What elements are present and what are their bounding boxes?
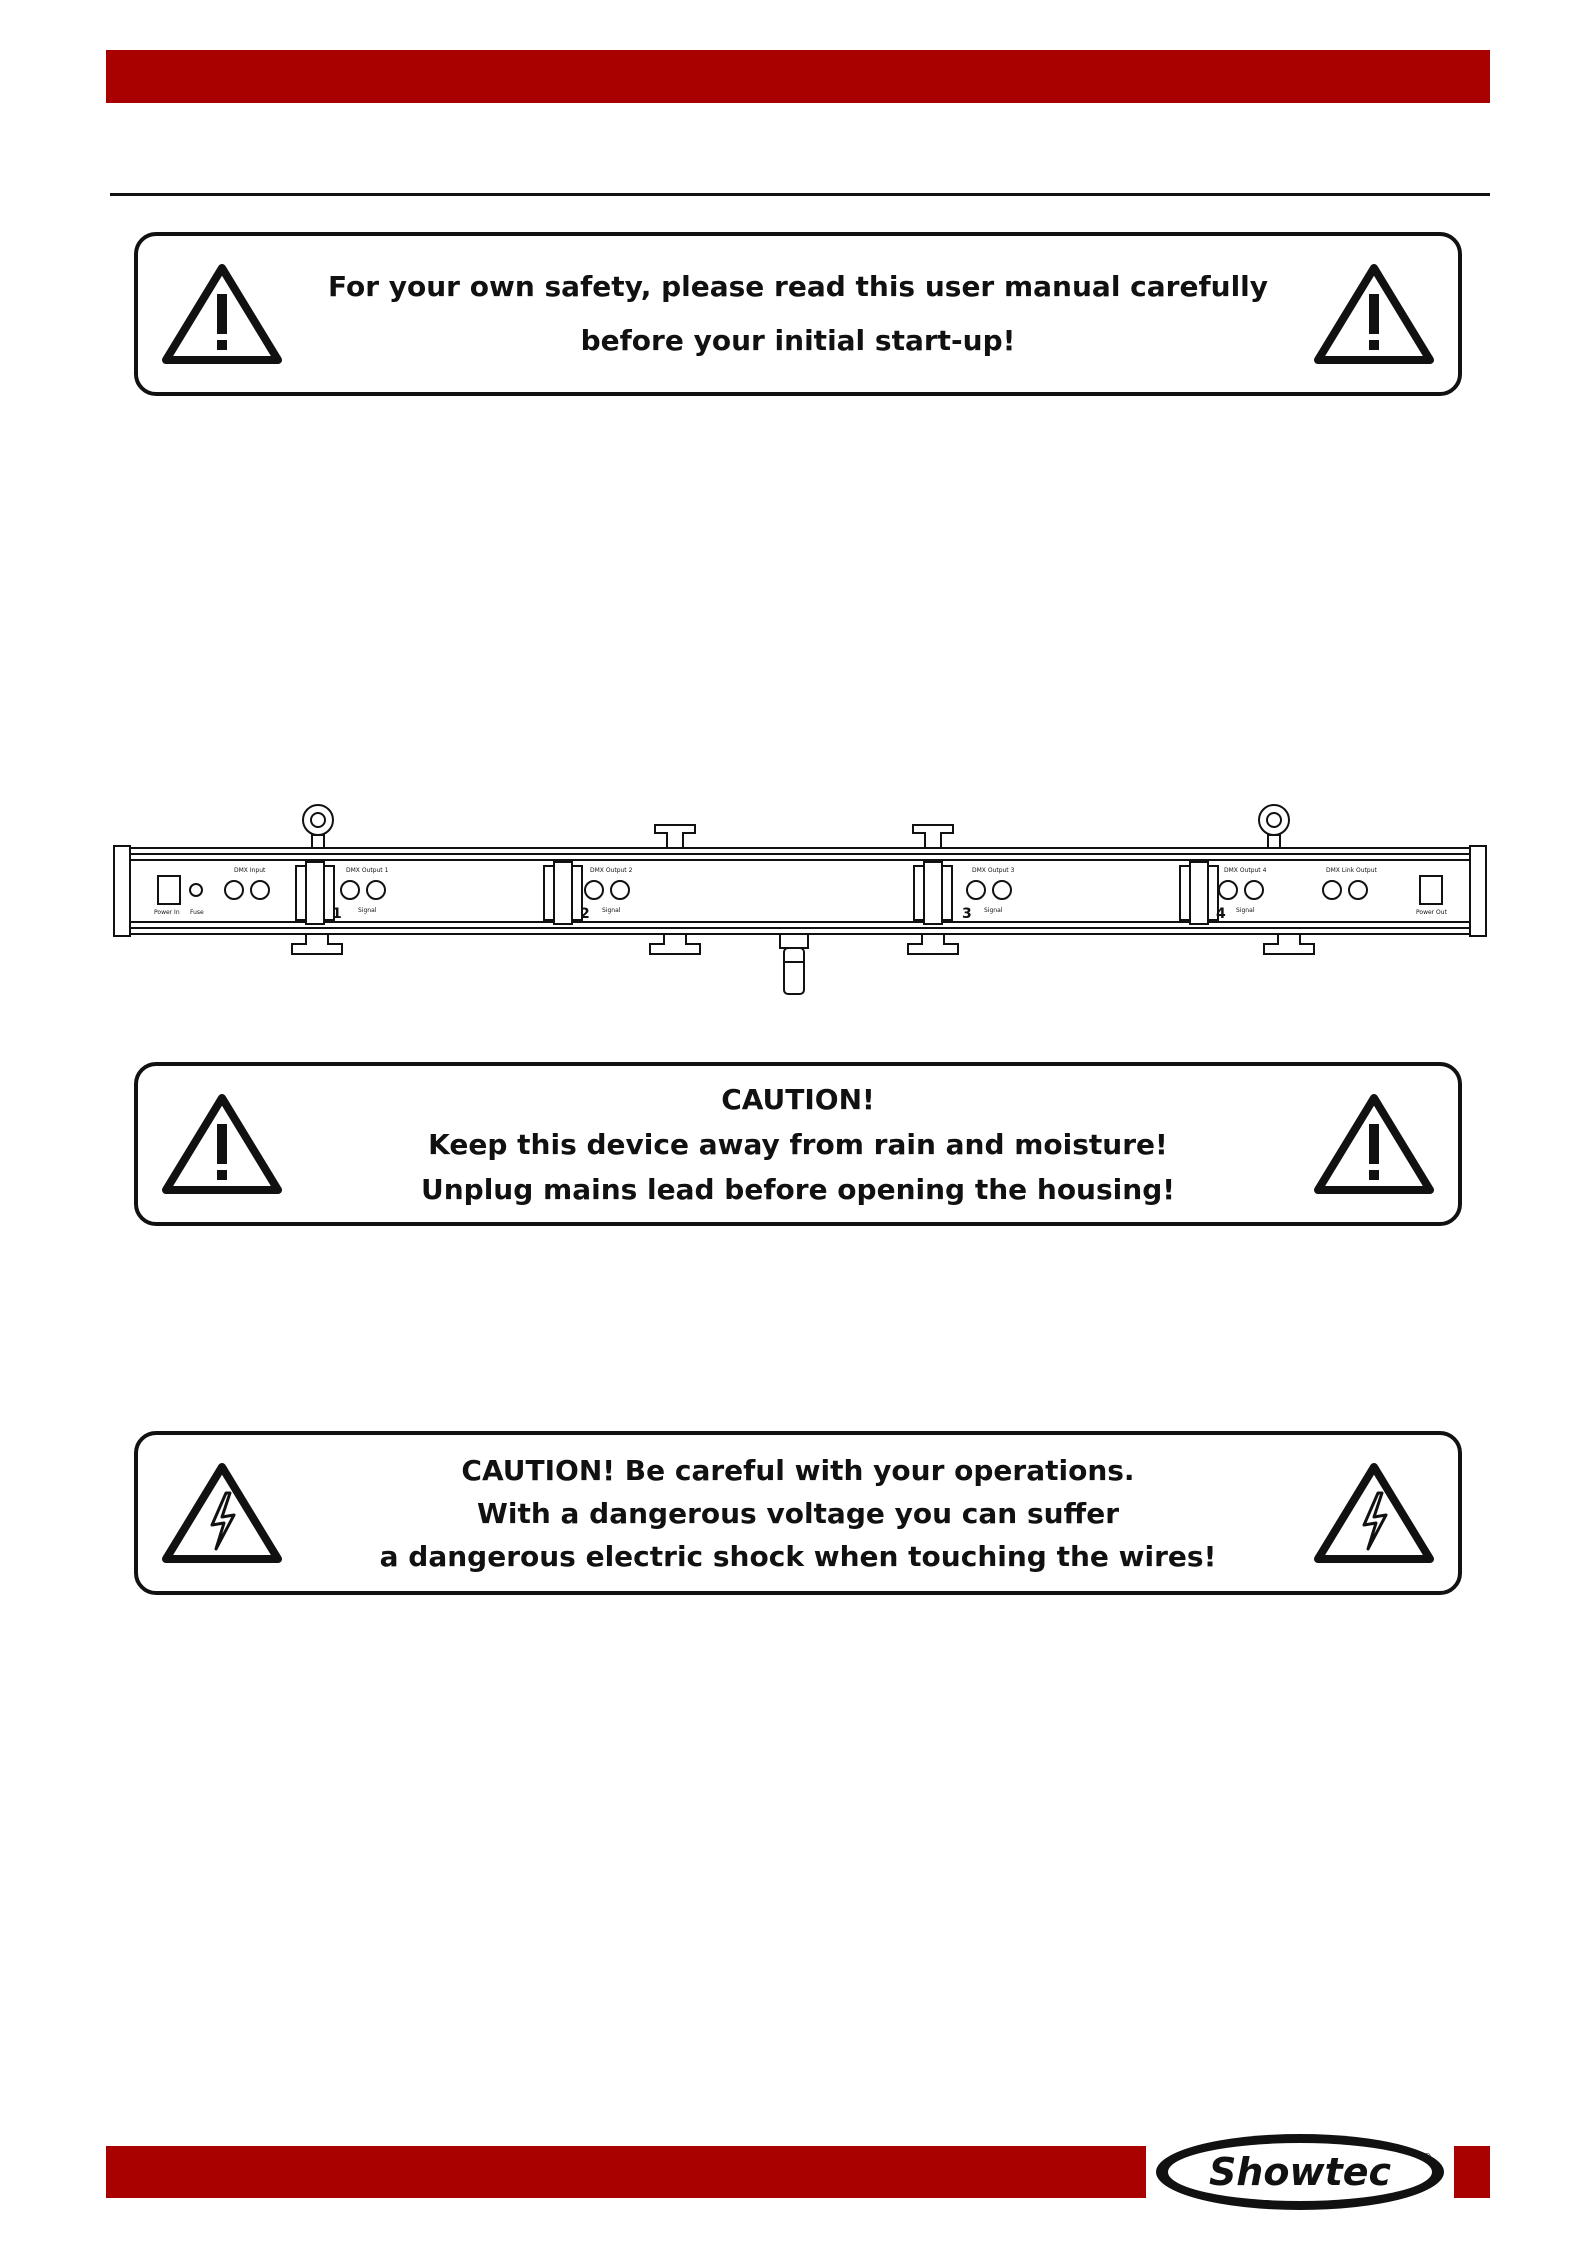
dmx-output-4-label: DMX Output 4 bbox=[1224, 867, 1267, 874]
safety-warning-line-2: before your initial start-up! bbox=[580, 324, 1016, 357]
signal-label: Signal bbox=[602, 907, 621, 914]
dmx-input-label: DMX Input bbox=[234, 867, 266, 874]
electric-shock-warning-text bbox=[308, 1435, 1288, 1591]
socket-number: 2 bbox=[580, 906, 590, 922]
moisture-warning-line-1: CAUTION! bbox=[721, 1082, 875, 1116]
warning-triangle-icon bbox=[160, 262, 284, 366]
warning-triangle-icon bbox=[160, 1092, 284, 1196]
electric-shock-warning-box bbox=[134, 1431, 1462, 1595]
dmx-output-1-label: DMX Output 1 bbox=[346, 867, 389, 874]
electric-warning-line-2: With a dangerous voltage you can suffer bbox=[476, 1496, 1120, 1530]
signal-label: Signal bbox=[984, 907, 1003, 914]
socket-number: 4 bbox=[1216, 906, 1226, 922]
eye-bolt-right bbox=[1259, 805, 1289, 850]
fuse-label: Fuse bbox=[190, 909, 204, 916]
signal-label: Signal bbox=[1236, 907, 1255, 914]
moisture-warning-line-2: Keep this device away from rain and moisture! bbox=[428, 1127, 1168, 1161]
electric-warning-line-1: CAUTION! Be careful with your operations. bbox=[461, 1453, 1135, 1487]
footer-bar bbox=[106, 2146, 1146, 2198]
safety-warning-box bbox=[134, 232, 1462, 396]
dmx-link-output-label: DMX Link Output bbox=[1326, 867, 1377, 874]
moisture-warning-text bbox=[308, 1066, 1288, 1222]
logo-text: Showtec bbox=[1208, 2150, 1392, 2194]
header-rule bbox=[110, 193, 1490, 196]
top-clamp-2 bbox=[913, 825, 953, 850]
moisture-warning-box bbox=[134, 1062, 1462, 1226]
power-bar-illustration bbox=[110, 800, 1490, 1000]
footer-bar-end bbox=[1454, 2146, 1490, 2198]
electric-warning-line-3: a dangerous electric shock when touching the wires! bbox=[379, 1539, 1217, 1573]
safety-warning-text bbox=[308, 236, 1288, 392]
power-in-label: Power In bbox=[154, 909, 180, 916]
logo-registered-mark: ® bbox=[1422, 2152, 1432, 2163]
safety-warning-line-1: For your own safety, please read this user manual carefully bbox=[327, 270, 1269, 303]
showtec-logo bbox=[1152, 2130, 1448, 2214]
socket-number: 1 bbox=[332, 906, 342, 922]
power-out-label: Power Out bbox=[1416, 909, 1447, 916]
dmx-output-3-label: DMX Output 3 bbox=[972, 867, 1015, 874]
electric-hazard-icon bbox=[160, 1461, 284, 1565]
warning-triangle-icon bbox=[1312, 262, 1436, 366]
eye-bolt-left bbox=[303, 805, 333, 850]
warning-triangle-icon bbox=[1312, 1092, 1436, 1196]
signal-label: Signal bbox=[358, 907, 377, 914]
top-clamp-1 bbox=[655, 825, 695, 850]
header-bar bbox=[106, 50, 1490, 103]
moisture-warning-line-3: Unplug mains lead before opening the housing! bbox=[420, 1172, 1176, 1206]
electric-hazard-icon bbox=[1312, 1461, 1436, 1565]
socket-number: 3 bbox=[962, 906, 972, 922]
dmx-output-2-label: DMX Output 2 bbox=[590, 867, 633, 874]
